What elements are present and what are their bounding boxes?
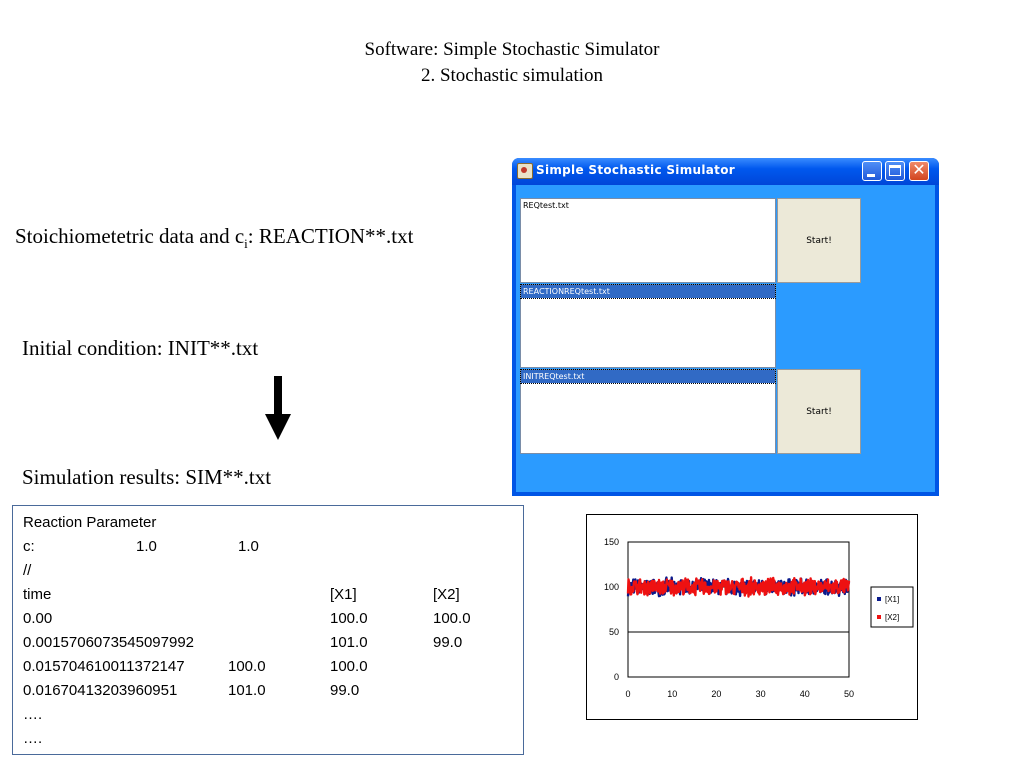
cell-value: 100.0 [433, 610, 471, 627]
x-tick-label: 20 [711, 689, 722, 699]
x-tick-label: 0 [625, 689, 631, 699]
cell-time: 0.01670413203960951 [23, 682, 178, 699]
init-file-label: Initial condition: INIT**.txt [22, 336, 259, 360]
separator: // [23, 562, 32, 579]
init-file-list[interactable] [520, 369, 776, 454]
cell-time: 0.00 [23, 610, 53, 627]
close-icon: ✕ [912, 160, 926, 179]
cell-value: 101.0 [228, 682, 266, 699]
c-value: 1.0 [238, 538, 259, 555]
window-titlebar[interactable] [512, 158, 939, 185]
down-arrow-head-icon [265, 414, 291, 440]
window-client-area [516, 185, 935, 492]
column-header-row [23, 586, 503, 606]
req-file-list[interactable] [520, 198, 776, 283]
y-tick-label: 50 [608, 627, 619, 637]
maximize-button[interactable] [885, 161, 905, 181]
c-label: c: [23, 538, 35, 555]
col-x1: [X1] [330, 586, 357, 603]
table-row [23, 610, 503, 630]
ellipsis: …. [23, 706, 43, 723]
reaction-file-list[interactable] [520, 284, 776, 368]
simulation-results-box [12, 505, 524, 755]
cell-value: 99.0 [330, 682, 360, 699]
series-line [628, 577, 849, 596]
cell-value: 100.0 [330, 658, 368, 675]
down-arrow-icon [274, 376, 282, 416]
list-item[interactable]: INITREQtest.txt [521, 370, 775, 383]
sim-file-label: Simulation results: SIM**.txt [22, 465, 272, 489]
legend-swatch [877, 597, 881, 601]
close-button[interactable] [909, 161, 929, 181]
slide-title-line2: 2. Stochastic simulation [420, 65, 604, 86]
table-row [23, 634, 503, 654]
list-item[interactable]: REQtest.txt [523, 201, 569, 210]
slide-title-line1: Software: Simple Stochastic Simulator [364, 39, 660, 60]
simulation-chart [586, 514, 918, 720]
reaction-label-text: Stoichiometetric data and c [15, 224, 245, 248]
cell-value: 100.0 [228, 658, 266, 675]
y-tick-label: 100 [603, 582, 619, 592]
cell-time: 0.0015706073545097992 [23, 634, 195, 651]
cell-time: 0.015704610011372147 [23, 658, 185, 675]
y-tick-label: 0 [613, 672, 619, 682]
col-time: time [23, 586, 52, 603]
cell-value: 100.0 [330, 610, 368, 627]
minimize-button[interactable] [862, 161, 882, 181]
ellipsis: …. [23, 730, 43, 747]
x-tick-label: 40 [799, 689, 810, 699]
start-button-2[interactable]: Start! [777, 369, 861, 454]
list-item[interactable]: REACTIONREQtest.txt [521, 285, 775, 298]
c-parameter-row [23, 538, 503, 558]
plot-area-frame [628, 542, 849, 677]
x-tick-label: 10 [667, 689, 678, 699]
reaction-label-subscript: i [244, 236, 248, 252]
simulator-window [512, 158, 939, 496]
window-title: Simple Stochastic Simulator [536, 163, 735, 177]
chart-svg [587, 515, 917, 719]
reaction-file-label [15, 224, 413, 252]
java-app-icon [517, 163, 533, 179]
legend-label: [X2] [885, 613, 900, 622]
legend-swatch [877, 615, 881, 619]
table-row [23, 682, 503, 702]
reaction-label-suffix: : REACTION**.txt [247, 224, 414, 248]
cell-value: 99.0 [433, 634, 463, 651]
table-row [23, 658, 503, 678]
col-x2: [X2] [433, 586, 460, 603]
cell-value: 101.0 [330, 634, 368, 651]
start-button-1[interactable]: Start! [777, 198, 861, 283]
x-tick-label: 50 [843, 689, 855, 699]
c-value: 1.0 [136, 538, 157, 555]
x-tick-label: 30 [755, 689, 766, 699]
legend-label: [X1] [885, 595, 900, 604]
y-tick-label: 150 [603, 537, 619, 547]
results-header: Reaction Parameter [23, 514, 157, 531]
